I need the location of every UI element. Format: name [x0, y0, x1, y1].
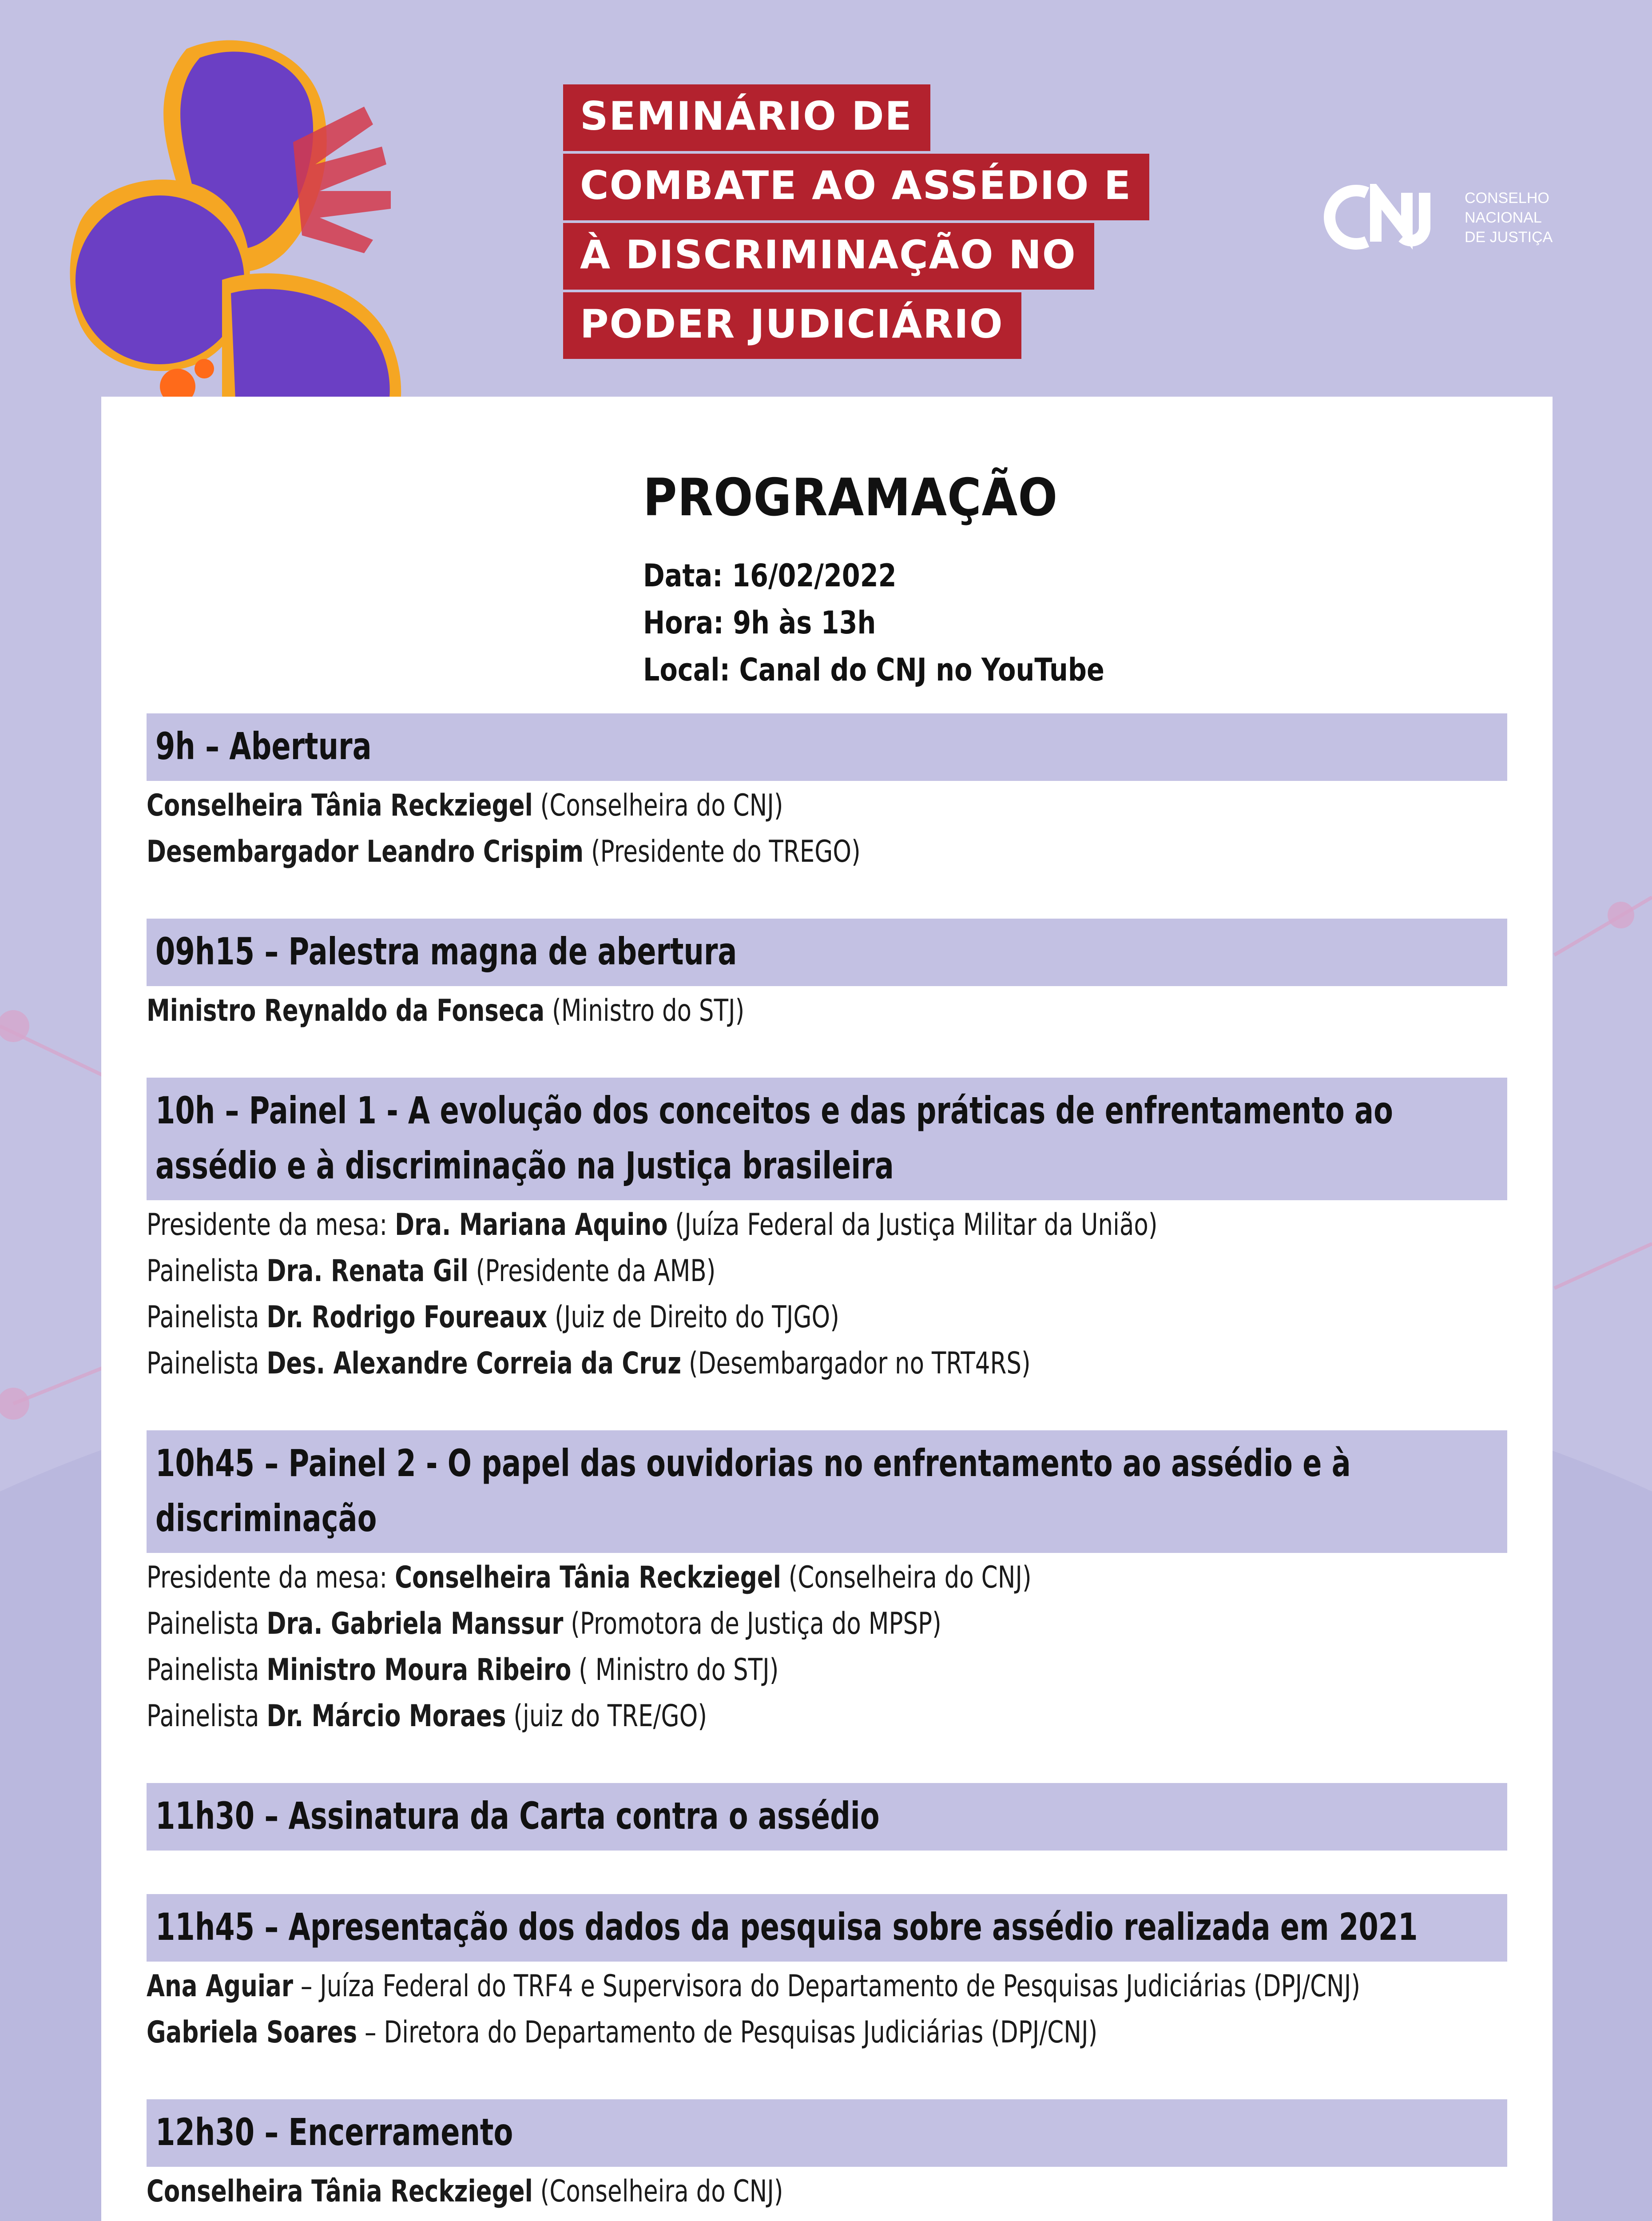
participant-role: (Promotora de Justiça do MPSP) — [563, 1606, 941, 1641]
program-title: PROGRAMAÇÃO — [643, 468, 1058, 528]
title-line-3: À DISCRIMINAÇÃO NO — [563, 223, 1094, 290]
participant-prefix: Painelista — [147, 1300, 267, 1335]
participant-name: Dr. Márcio Moraes — [266, 1699, 506, 1734]
session-item — [147, 2099, 1507, 2215]
participant-role: (Presidente do TREGO) — [584, 834, 861, 869]
session-heading: 11h30 – Assinatura da Carta contra o assédio — [155, 1794, 880, 1838]
program-panel — [101, 397, 1553, 2221]
session-heading: 12h30 – Encerramento — [155, 2110, 513, 2154]
participant-row — [147, 1601, 1208, 1647]
participant-name: Des. Alexandre Correia da Cruz — [266, 1346, 682, 1381]
participant-row — [147, 1963, 1361, 2010]
participant-name: Dra. Mariana Aquino — [395, 1207, 668, 1242]
session-heading: 09h15 – Palestra magna de abertura — [155, 930, 737, 973]
participant-role: ( Ministro do STJ) — [571, 1652, 779, 1688]
participant-row — [147, 2010, 1208, 2056]
participant-role: (Conselheira do CNJ) — [532, 788, 783, 823]
participant-name: Desembargador Leandro Crispim — [147, 834, 584, 869]
participant-row — [147, 988, 1208, 1034]
participant-name: Conselheira Tânia Reckziegel — [147, 788, 533, 823]
participant-role: (Presidente da AMB) — [468, 1254, 716, 1289]
session-item — [147, 1783, 1507, 1851]
session-item — [147, 1894, 1507, 2056]
session-heading-bar — [147, 1078, 1507, 1200]
participant-row — [147, 1555, 1208, 1601]
participant-prefix: Presidente da mesa: — [147, 1207, 395, 1242]
session-heading-bar — [147, 713, 1507, 781]
session-heading: 10h45 – Painel 2 - O papel das ouvidorias no enfrentamento ao assédio e à discriminação — [155, 1441, 1351, 1540]
participant-name: Ministro Reynaldo da Fonseca — [147, 993, 545, 1028]
session-heading: 11h45 – Apresentação dos dados da pesquisa sobre assédio realizada em 2021 — [155, 1905, 1418, 1949]
participant-prefix: Painelista — [147, 1346, 267, 1381]
session-heading: 9h – Abertura — [155, 724, 372, 768]
seminar-title — [563, 84, 1149, 362]
participant-row — [147, 1647, 1208, 1693]
participant-prefix: Presidente da mesa: — [147, 1560, 395, 1595]
participant-role: (Conselheira do CNJ) — [781, 1560, 1032, 1595]
participant-prefix: Painelista — [147, 1606, 267, 1641]
participant-prefix: Painelista — [147, 1699, 267, 1734]
cnj-logo-mark-icon — [1318, 184, 1460, 251]
participant-row — [147, 1202, 1208, 1248]
session-item — [147, 919, 1507, 1034]
participant-row — [147, 829, 1208, 875]
cnj-logo — [1318, 179, 1567, 268]
participant-prefix: Painelista — [147, 1652, 267, 1688]
participant-row — [147, 783, 1208, 829]
logo-text-line: DE JUSTIÇA — [1465, 229, 1553, 246]
participant-row — [147, 2169, 1208, 2215]
session-heading-bar — [147, 1894, 1507, 1962]
participant-name: Dra. Gabriela Manssur — [266, 1606, 564, 1641]
session-heading-bar — [147, 2099, 1507, 2167]
session-heading-bar — [147, 1783, 1507, 1851]
event-location: Local: Canal do CNJ no YouTube — [643, 652, 1104, 688]
event-date: Data: 16/02/2022 — [643, 557, 897, 594]
participant-role: – Juíza Federal do TRF4 e Supervisora do Departamento de Pesquisas Judiciárias (DPJ/CNJ) — [293, 1969, 1361, 2004]
event-time: Hora: 9h às 13h — [643, 605, 876, 641]
participant-name: Ana Aguiar — [147, 1969, 293, 2004]
participant-role: (Ministro do STJ) — [544, 993, 745, 1028]
session-heading-bar — [147, 919, 1507, 986]
participant-role: – Diretora do Departamento de Pesquisas Judiciárias (DPJ/CNJ) — [357, 2015, 1098, 2050]
session-item — [147, 1430, 1507, 1739]
logo-text-line: CONSELHO — [1465, 190, 1549, 207]
event-details — [643, 552, 1192, 693]
cnj-logo-text — [1465, 188, 1571, 247]
title-line-2: COMBATE AO ASSÉDIO E — [563, 154, 1149, 220]
session-item — [147, 1078, 1507, 1387]
participant-name: Gabriela Soares — [147, 2015, 357, 2050]
participant-name: Dr. Rodrigo Foureaux — [266, 1300, 548, 1335]
logo-text-line: NACIONAL — [1465, 209, 1542, 226]
session-list — [147, 713, 1507, 2221]
participant-name: Dra. Renata Gil — [266, 1254, 469, 1289]
session-heading: 10h – Painel 1 - A evolução dos conceitos e das práticas de enfrentamento ao assédio e à discriminação na Justiça brasileira — [155, 1089, 1393, 1187]
title-line-4: PODER JUDICIÁRIO — [563, 292, 1021, 359]
participant-prefix: Painelista — [147, 1254, 267, 1289]
title-line-1: SEMINÁRIO DE — [563, 84, 930, 151]
participant-role: (Conselheira do CNJ) — [532, 2174, 783, 2209]
session-heading-bar — [147, 1430, 1507, 1553]
participant-row — [147, 1341, 1208, 1387]
participant-name: Conselheira Tânia Reckziegel — [147, 2174, 533, 2209]
participant-role: (Desembargador no TRT4RS) — [681, 1346, 1031, 1381]
participant-role: (juiz do TRE/GO) — [506, 1699, 707, 1734]
participant-row — [147, 1693, 1208, 1739]
participant-row — [147, 1294, 1208, 1341]
participant-role: (Juiz de Direito do TJGO) — [547, 1300, 839, 1335]
participant-name: Conselheira Tânia Reckziegel — [395, 1560, 781, 1595]
participant-name: Ministro Moura Ribeiro — [266, 1652, 572, 1688]
participant-role: (Juíza Federal da Justiça Militar da União) — [667, 1207, 1158, 1242]
session-item — [147, 713, 1507, 875]
participant-row — [147, 1248, 1208, 1294]
